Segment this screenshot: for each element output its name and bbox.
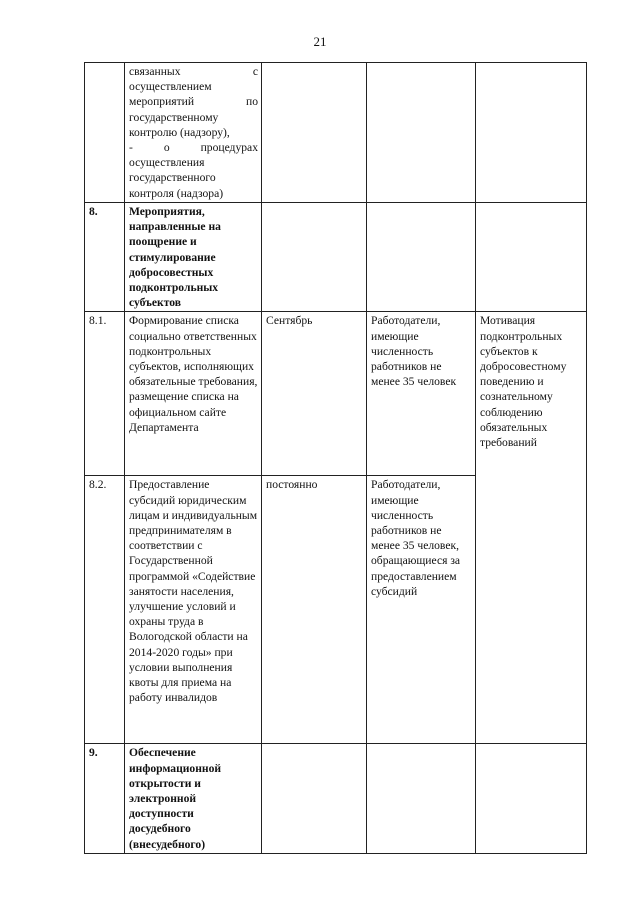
result-cell — [476, 203, 587, 312]
activity-name-cell: Мероприятия, направленные на поощрение и стимулирование добросовестных подконтрольных субъектов — [125, 203, 262, 312]
result-cell: Мотивация подконтрольных субъектов к добросовестному поведению и сознательному соблюдению обязательных требований — [476, 312, 587, 744]
result-cell — [476, 63, 587, 203]
participants-cell: Работодатели, имеющие численность работников не менее 35 человек — [367, 312, 476, 476]
page-number: 21 — [313, 34, 327, 49]
row-number-cell: 8. — [85, 203, 125, 312]
activity-name-cell: Предоставление субсидий юридическим лицам и индивидуальным предпринимателям в соответствии с Государственной программой «Содействие занятости населения, улучшение условий и охраны труда в Вологодской области на 2014-2020 годы» при условии выполнения квоты для приема на работу инвалидов — [125, 476, 262, 744]
result-cell — [476, 744, 587, 853]
row-number-cell: 8.2. — [85, 476, 125, 744]
term-cell — [262, 744, 367, 853]
row-number-cell: 9. — [85, 744, 125, 853]
term-cell: постоянно — [262, 476, 367, 744]
row-number-cell: 8.1. — [85, 312, 125, 476]
table-row-continuation — [85, 63, 587, 203]
table-row-section-9 — [85, 744, 587, 853]
activity-name-cell: Формирование списка социально ответственных подконтрольных субъектов, исполняющих обязательные требования, размещение списка на официальном сайте Департамента — [125, 312, 262, 476]
participants-cell — [367, 63, 476, 203]
term-cell — [262, 203, 367, 312]
term-cell: Сентябрь — [262, 312, 367, 476]
table-row-section-8 — [85, 203, 587, 312]
participants-cell — [367, 203, 476, 312]
participants-cell: Работодатели, имеющие численность работников не менее 35 человек, обращающиеся за предоставлением субсидий — [367, 476, 476, 744]
participants-cell — [367, 744, 476, 853]
activity-name-cell: Обеспечение информационной открытости и электронной доступности досудебного (внесудебного) — [125, 744, 262, 853]
row-number-cell — [85, 63, 125, 203]
activities-table — [84, 62, 587, 854]
table-row-8-1 — [85, 312, 587, 476]
term-cell — [262, 63, 367, 203]
activity-name-cell: связанных с осуществлением мероприятий по государственному контролю (надзору), - о процедурах осуществления государственного контроля (надзора) — [125, 63, 262, 203]
